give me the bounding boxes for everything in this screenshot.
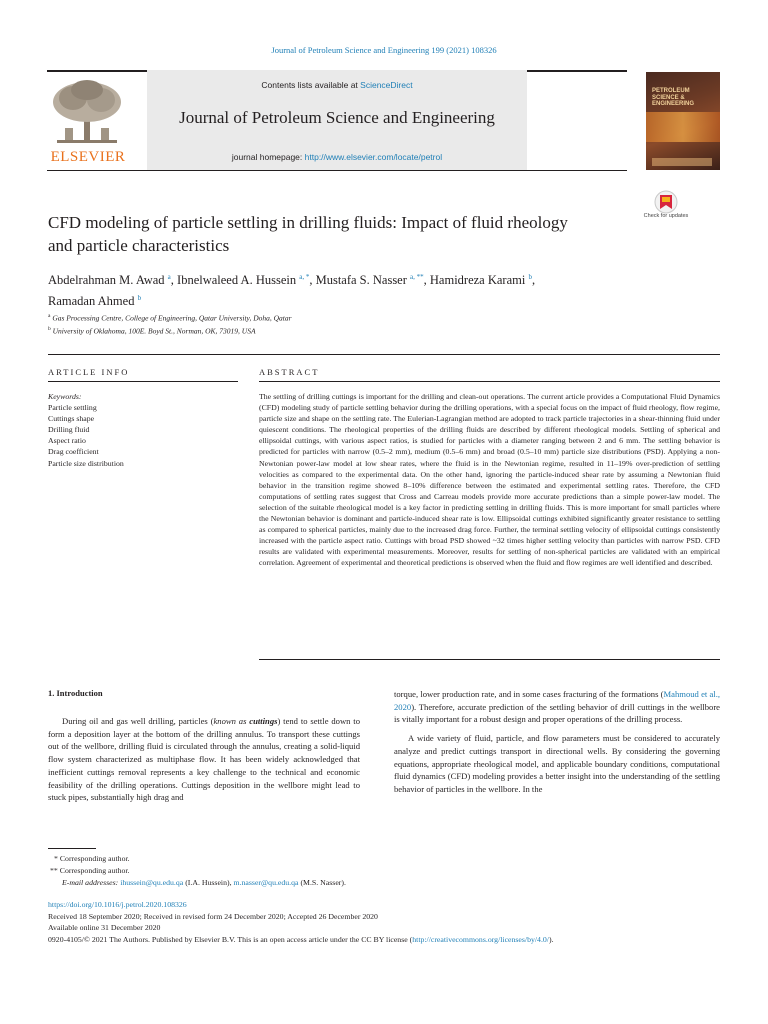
cover-bottom-bar (652, 158, 712, 166)
introduction-right-column (394, 688, 720, 796)
masthead-bottom-rule (47, 170, 627, 171)
introduction-paragraph (394, 688, 720, 726)
article-title (48, 211, 628, 257)
affiliation-text: Gas Processing Centre, College of Engineering, Qatar University, Doha, Qatar (52, 313, 292, 323)
contents-available-line (147, 80, 527, 90)
section-separator (48, 354, 720, 355)
text-run: ). Therefore, accurate prediction of the settling behavior of drill cuttings in the wellbore is vitally important for a robust design and proper operations of the drilling process. (394, 701, 720, 725)
article-history (48, 899, 728, 945)
footnotes (48, 853, 720, 889)
article-info-rule (48, 381, 238, 382)
abstract-rule (259, 381, 720, 382)
check-for-updates-icon[interactable] (648, 190, 684, 232)
affiliation-item (48, 311, 688, 324)
affiliation-text: University of Oklahoma, 100E. Boyd St., Norman, OK, 73019, USA (52, 326, 256, 335)
elsevier-tree-logo-icon[interactable] (47, 78, 127, 170)
journal-title: Journal of Petroleum Science and Engineering (179, 108, 495, 127)
author-name[interactable]: Mustafa S. Nasser (315, 273, 407, 288)
keyword-item: Aspect ratio (48, 436, 86, 446)
email-owner: (M.S. Nasser). (298, 878, 346, 887)
doi-link[interactable]: https://doi.org/10.1016/j.petrol.2020.108326 (48, 900, 187, 909)
keyword-item: Cuttings shape (48, 414, 95, 424)
author-affiliation-mark[interactable]: a (167, 273, 171, 281)
affiliation-mark: a (48, 313, 51, 319)
journal-homepage-line (147, 152, 527, 162)
introduction-paragraph: A wide variety of fluid, particle, and flow parameters must be considered to accurately analyze and predict cuttings transport in directional wells. By considering the governing equations, appropriate rheological model, and applicable boundary conditions, computational fluid dynamics (CFD) modeling provides a better insight into the understanding of the settling behavior of particles in the wellbore. In the (394, 733, 720, 794)
reference-link[interactable]: Mahmoud et al., 2020 (394, 689, 720, 712)
introduction-heading: 1. Introduction (48, 688, 103, 698)
keywords-label: Keywords: (48, 392, 82, 401)
check-for-updates-label[interactable]: Check for updates (643, 213, 689, 219)
text-run: torque, lower production rate, and in some cases fracturing of the formations ( (394, 689, 664, 699)
affiliation-mark: b (48, 325, 51, 332)
author-affiliation-mark[interactable]: a, * (299, 273, 310, 281)
available-online: Available online 31 December 2020 (48, 923, 161, 932)
introduction-left-column (48, 715, 360, 804)
email-link[interactable]: m.nasser@qu.edu.qa (233, 878, 299, 887)
received-dates: Received 18 September 2020; Received in revised form 24 December 2020; Accepted 26 December 2020 (48, 911, 378, 921)
article-title-line-1: CFD modeling of particle settling in drilling fluids: Impact of fluid rheology (48, 213, 568, 232)
text-run: During oil and gas well drilling, particles ( (62, 716, 214, 726)
author-name[interactable]: Ramadan Ahmed (48, 294, 135, 309)
license-line (48, 934, 728, 946)
affiliation-item (48, 324, 688, 337)
keyword-item: Particle size distribution (48, 458, 124, 468)
text-run: ) tend to settle down to form a deposition layer at the bottom of the drilling annulus. To transport these cuttings out of the wellbore, drilling fluid is circulated through the annulus, creating a solid-liquid flow system characterized as multiphase flow. It has been widely acknowledged that inefficient cuttings removal represents a key challenge to the technical and economic feasibility of the drilling operations. Cuttings deposition in the wellbore might lead to stuck pipes, substantially high drag and (48, 716, 360, 803)
keyword-item: Particle settling (48, 403, 97, 413)
author-name[interactable]: Ibnelwaleed A. Hussein (177, 273, 297, 288)
homepage-prefix: journal homepage: (231, 152, 305, 162)
publisher-name: ELSEVIER (50, 149, 126, 165)
journal-citation[interactable]: Journal of Petroleum Science and Engineering 199 (2021) 108326 (271, 45, 497, 55)
cover-title: PETROLEUM SCIENCE & ENGINEERING (652, 88, 695, 107)
email-link[interactable]: ihussein@qu.edu.qa (120, 878, 184, 887)
abstract-paragraph: The settling of drilling cuttings is important for the drilling and clean-out operations. The current article provides a Computational Fluid Dynamics (CFD) modeling study of particle settling behavior during the drilling operations, with a special focus on the impact of fluid rheology, flow regime, particle size and shape on the settling rate. The Eulerian-Lagrangian method are adopted to track particle trajectories in a shear-thinning fluid under quiescent conditions. The rheological properties of the drilling fluids are described by different rheological models. Settling of spherical and ellipsoidal cuttings, with various aspect ratios, is studied for particles with a diameter ranging between 2 and 6 mm. The settling behavior is predicted for particles with narrow (0.5–2 mm), medium (0.5–6 mm) and broad (0.5–10 mm) particle size distributions (PSD). Applying a non-Newtonian power-law model at low shear rates, where the fluid is in the Newtonian regime, resulted in 11–19% over-prediction of settling velocities as compared to the experimental data. On the other hand, ignoring the particle-induced shear rate by assuming a Newtonian fluid behavior in the transition regime showed 8–10% difference between the estimated and experimental settling rates. Therefore, the CFD computations of settling rates suggest that Cross and Carreau models provide more accurate predictions than a simple power-law model. The selection of the suitable rheological model is a key factor in predicting settling in drilling fluids. This is more important for small particles where the Newtonian behavior is dominant and particle-induced shear rate is low. Ellipsoidal cuttings exhibited significantly greater resistance to settling as compared to spherical particles, mainly due to the increased drag force. Further, the terminal settling velocity of ellipsoidal cuttings consistently increased with the particle aspect ratio. Cuttings with broad PSD showed ~32 times higher settling velocity than particles with narrow PSD. CFD results are validated with experimental measurements. Moreover, results for settling of non-spherical particles are validated with an empirical correlation. Agreement of experimental and theoretical predictions is observed when the fluid and flow regimes are well identified and described. (259, 392, 720, 568)
license-text: ). (548, 934, 554, 944)
affiliations (48, 311, 688, 336)
author-list: Abdelrahman M. Awad $^a$, Ibnelwaleed A. Hussein $^{a, *}$, Mustafa S. Nasser $^{a, **}$, Hamidreza Karami $^b$, Ramadan Ahmed $^b$ (48, 273, 536, 309)
email-owner: (I.A. Hussein), (183, 878, 234, 887)
contents-prefix: Contents lists available at (261, 80, 361, 90)
sciencedirect-link[interactable]: ScienceDirect (360, 80, 413, 90)
emphasis-text: known as (213, 716, 250, 726)
keywords-block (48, 391, 238, 469)
author-affiliation-mark[interactable]: a, ** (410, 273, 424, 281)
masthead-center-panel (147, 70, 527, 170)
author-affiliation-mark[interactable]: b (137, 294, 142, 303)
article-info-heading: ARTICLE INFO (48, 367, 130, 377)
corresponding-author-note: ** Corresponding author. (50, 866, 130, 875)
author-name[interactable]: Abdelrahman M. Awad (48, 273, 165, 288)
keyword-item: Drag coefficient (48, 447, 99, 457)
cover-band (646, 112, 720, 142)
email-label: E-mail addresses: (62, 878, 121, 887)
article-title-line-2: and particle characteristics (48, 236, 230, 255)
license-link[interactable]: http://creativecommons.org/licenses/by/4.0/ (412, 934, 549, 944)
author-affiliation-mark[interactable]: b (528, 273, 532, 281)
introduction-paragraph (48, 715, 360, 804)
abstract-heading: ABSTRACT (259, 367, 320, 377)
journal-cover-image[interactable] (646, 72, 720, 170)
footnote-rule (48, 848, 96, 849)
keyword-item: Drilling fluid (48, 425, 90, 435)
author-name[interactable]: Hamidreza Karami (429, 273, 526, 288)
email-addresses (48, 877, 720, 889)
license-text: 0920-4105/© 2021 The Authors. Published by Elsevier B.V. This is an open access article under the CC BY license ( (48, 934, 413, 944)
journal-homepage-link[interactable]: http://www.elsevier.com/locate/petrol (304, 152, 443, 162)
abstract-body (259, 391, 720, 569)
abstract-end-rule (259, 659, 720, 660)
journal-masthead (47, 70, 720, 172)
strong-text: cuttings (249, 716, 278, 726)
corresponding-author-note: * Corresponding author. (54, 854, 130, 863)
